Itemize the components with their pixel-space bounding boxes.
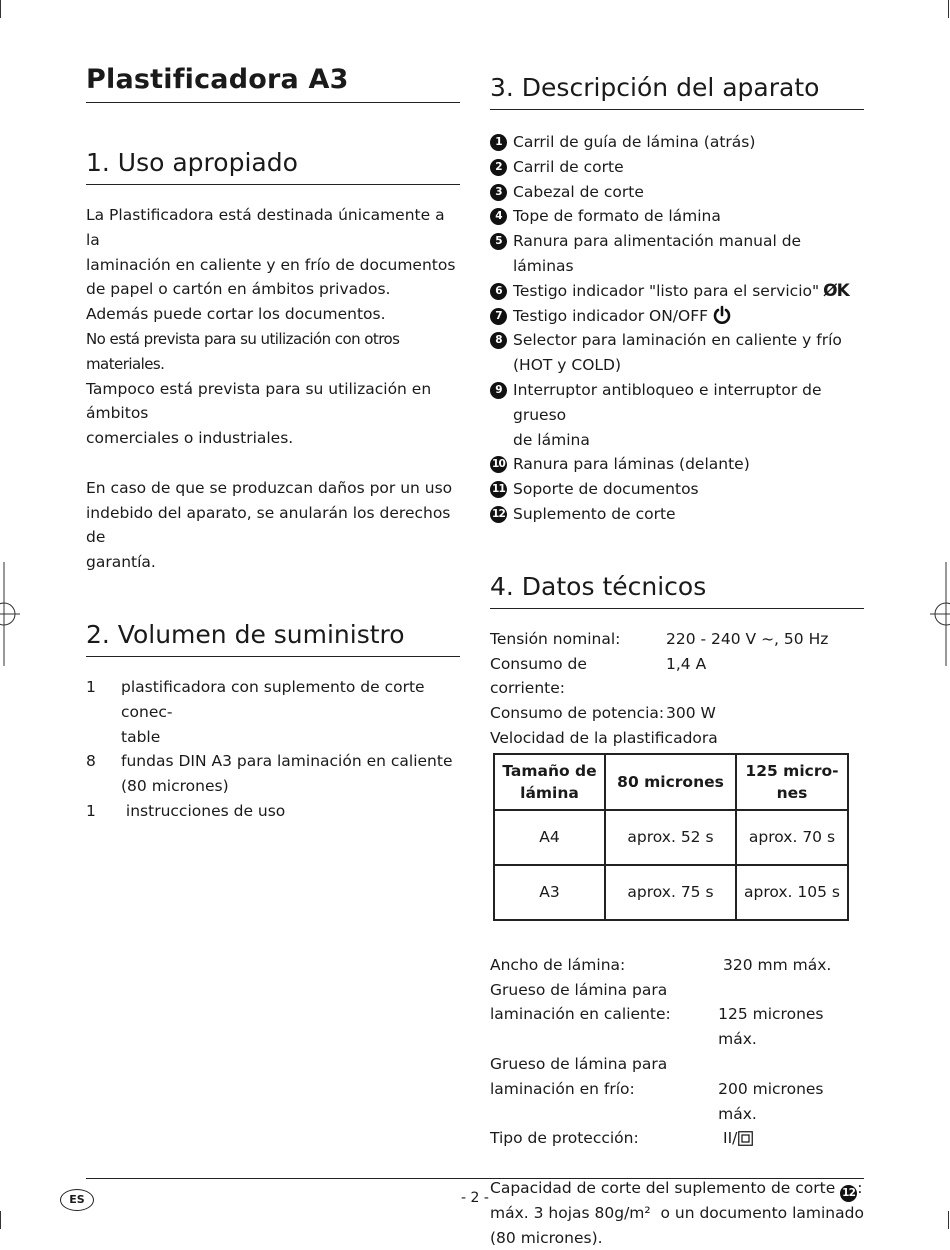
spec-label: laminación en caliente: xyxy=(490,1002,718,1052)
part-label: de lámina xyxy=(513,428,864,453)
table-cell: aprox. 105 s xyxy=(736,865,848,920)
supply-text: instrucciones de uso xyxy=(121,799,285,824)
text-line: En caso de que se produzcan daños por un uso xyxy=(86,476,460,501)
supply-item xyxy=(86,675,460,749)
spec-label: Consumo de potencia: xyxy=(490,701,666,726)
spec-label: Consumo de corriente: xyxy=(490,652,666,702)
cut-capacity xyxy=(490,1176,864,1250)
parts-list xyxy=(490,130,864,527)
spec-row xyxy=(490,1077,864,1127)
supply-qty: 8 xyxy=(86,749,121,799)
number-badge: 5 xyxy=(490,233,507,250)
part-label: Cabezal de corte xyxy=(513,183,644,201)
text-line: No está prevista para su utilización con otros materiales. xyxy=(86,327,460,377)
spec-value: II/ xyxy=(723,1126,737,1151)
number-badge: 7 xyxy=(490,308,507,325)
part-label: (HOT y COLD) xyxy=(513,353,864,378)
table-header xyxy=(736,754,848,810)
speed-table xyxy=(493,753,849,921)
header-line: lámina xyxy=(496,782,603,804)
part-label: Tope de formato de lámina xyxy=(513,207,721,225)
supply-list xyxy=(86,675,460,824)
text-line: indebido del aparato, se anularán los derechos de xyxy=(86,501,460,551)
uso-paragraph-1 xyxy=(86,203,460,451)
spec-label: Ancho de lámina: xyxy=(490,953,723,978)
spec-value: 320 mm máx. xyxy=(723,953,831,978)
part-label: Selector para laminación en caliente y frío xyxy=(513,328,864,353)
spec-label: Grueso de lámina para xyxy=(490,1052,723,1077)
spec-value: 220 - 240 V ~, 50 Hz xyxy=(666,627,828,652)
registration-mark-left xyxy=(0,562,20,666)
spec-label: Tipo de protección: xyxy=(490,1126,723,1151)
spec-label: Tensión nominal: xyxy=(490,627,666,652)
number-badge: 4 xyxy=(490,208,507,225)
part-label: Testigo indicador "listo para el servicio" xyxy=(513,282,819,300)
part-label: Carril de guía de lámina (atrás) xyxy=(513,133,755,151)
table-header-row xyxy=(494,754,848,810)
table-cell: aprox. 70 s xyxy=(736,810,848,865)
part-item xyxy=(490,204,864,229)
crop-mark xyxy=(0,1211,1,1229)
part-label: Carril de corte xyxy=(513,158,624,176)
supply-text: table xyxy=(121,725,460,750)
spec-value: 200 micrones máx. xyxy=(718,1077,864,1127)
part-label: Ranura para alimentación manual de láminas xyxy=(513,232,801,275)
spec-row xyxy=(490,701,864,726)
table-cell: A3 xyxy=(494,865,605,920)
number-badge: 6 xyxy=(490,283,507,300)
number-badge: 12 xyxy=(490,506,507,523)
spec-row xyxy=(490,652,864,702)
crop-mark xyxy=(948,0,949,18)
page-title: Plastificadora A3 xyxy=(86,60,460,103)
uso-paragraph-2 xyxy=(86,476,460,575)
number-badge: 9 xyxy=(490,382,507,399)
spec-value: 1,4 A xyxy=(666,652,706,702)
specs-list-2 xyxy=(490,953,864,1151)
section-title-descripcion: 3. Descripción del aparato xyxy=(490,70,864,110)
speed-label: Velocidad de la plastificadora xyxy=(490,726,864,751)
spec-row xyxy=(490,953,864,978)
table-cell: aprox. 52 s xyxy=(605,810,736,865)
section-title-uso: 1. Uso apropiado xyxy=(86,145,460,185)
number-badge: 11 xyxy=(490,481,507,498)
section-title-volumen: 2. Volumen de suministro xyxy=(86,617,460,657)
table-header xyxy=(494,754,605,810)
crop-mark xyxy=(948,1211,949,1229)
part-label: Soporte de documentos xyxy=(513,480,699,498)
supply-qty: 1 xyxy=(86,675,121,749)
text-line: de papel o cartón en ámbitos privados. xyxy=(86,277,460,302)
part-item xyxy=(490,130,864,155)
number-badge: 3 xyxy=(490,184,507,201)
part-item xyxy=(490,279,864,304)
header-line: Tamaño de xyxy=(496,760,603,782)
cut-text: Capacidad de corte del suplemento de corte xyxy=(490,1179,835,1197)
part-item xyxy=(490,304,864,329)
text-line: laminación en caliente y en frío de documentos xyxy=(86,253,460,278)
supply-item xyxy=(86,799,460,824)
number-badge: 8 xyxy=(490,332,507,349)
number-badge: 1 xyxy=(490,134,507,151)
table-row xyxy=(494,810,848,865)
table-row xyxy=(494,865,848,920)
cut-line: máx. 3 hojas 80g/m² o un documento laminado xyxy=(490,1201,864,1226)
part-item xyxy=(490,328,864,378)
page-number: - 2 - xyxy=(440,1190,510,1206)
text-line: Además puede cortar los documentos. xyxy=(86,302,460,327)
spec-row xyxy=(490,1002,864,1052)
supply-qty: 1 xyxy=(86,799,121,824)
part-item xyxy=(490,452,864,477)
supply-text: fundas DIN A3 para laminación en caliente xyxy=(121,749,453,774)
part-item xyxy=(490,229,864,279)
supply-text: (80 micrones) xyxy=(121,774,453,799)
spec-value: 300 W xyxy=(666,701,716,726)
part-label: Suplemento de corte xyxy=(513,505,676,523)
power-icon xyxy=(712,305,732,325)
part-item xyxy=(490,378,864,452)
left-column xyxy=(86,60,460,824)
cut-text: : xyxy=(857,1179,862,1197)
part-label: Ranura para láminas (delante) xyxy=(513,455,750,473)
spec-label: laminación en frío: xyxy=(490,1077,718,1127)
table-cell: A4 xyxy=(494,810,605,865)
part-label: Interruptor antibloqueo e interruptor de grueso xyxy=(513,378,864,428)
supply-item xyxy=(86,749,460,799)
registration-mark-right xyxy=(930,562,950,666)
crop-mark xyxy=(0,0,1,18)
spec-row xyxy=(490,978,864,1003)
spec-row xyxy=(490,627,864,652)
spec-value: 125 micrones máx. xyxy=(718,1002,864,1052)
spec-label: Grueso de lámina para xyxy=(490,978,723,1003)
footer-divider xyxy=(86,1178,864,1179)
table-header xyxy=(605,754,736,810)
number-badge: 10 xyxy=(490,456,507,473)
part-item xyxy=(490,502,864,527)
part-label: Testigo indicador ON/OFF xyxy=(513,307,708,325)
section-title-datos: 4. Datos técnicos xyxy=(490,569,864,609)
ok-icon: ØK xyxy=(823,281,849,301)
header-line: nes xyxy=(738,782,846,804)
text-line: garantía. xyxy=(86,550,460,575)
header-line: 80 micrones xyxy=(607,771,734,793)
spec-row xyxy=(490,1052,864,1077)
number-badge: 12 xyxy=(840,1185,857,1202)
text-line: comerciales o industriales. xyxy=(86,426,460,451)
right-column xyxy=(490,70,864,1250)
spec-row xyxy=(490,1126,864,1151)
specs-list xyxy=(490,627,864,751)
supply-text: plastificadora con suplemento de corte conec- xyxy=(121,675,460,725)
table-cell: aprox. 75 s xyxy=(605,865,736,920)
part-item xyxy=(490,180,864,205)
language-badge: ES xyxy=(60,1189,94,1211)
text-line: La Plastificadora está destinada únicamente a la xyxy=(86,203,460,253)
header-line: 125 micro- xyxy=(738,760,846,782)
text-line: Tampoco está prevista para su utilización en ámbitos xyxy=(86,377,460,427)
protection-class-icon xyxy=(738,1131,753,1146)
cut-line xyxy=(490,1176,864,1201)
part-item xyxy=(490,477,864,502)
cut-line: (80 micrones). xyxy=(490,1226,864,1250)
part-item xyxy=(490,155,864,180)
number-badge: 2 xyxy=(490,159,507,176)
